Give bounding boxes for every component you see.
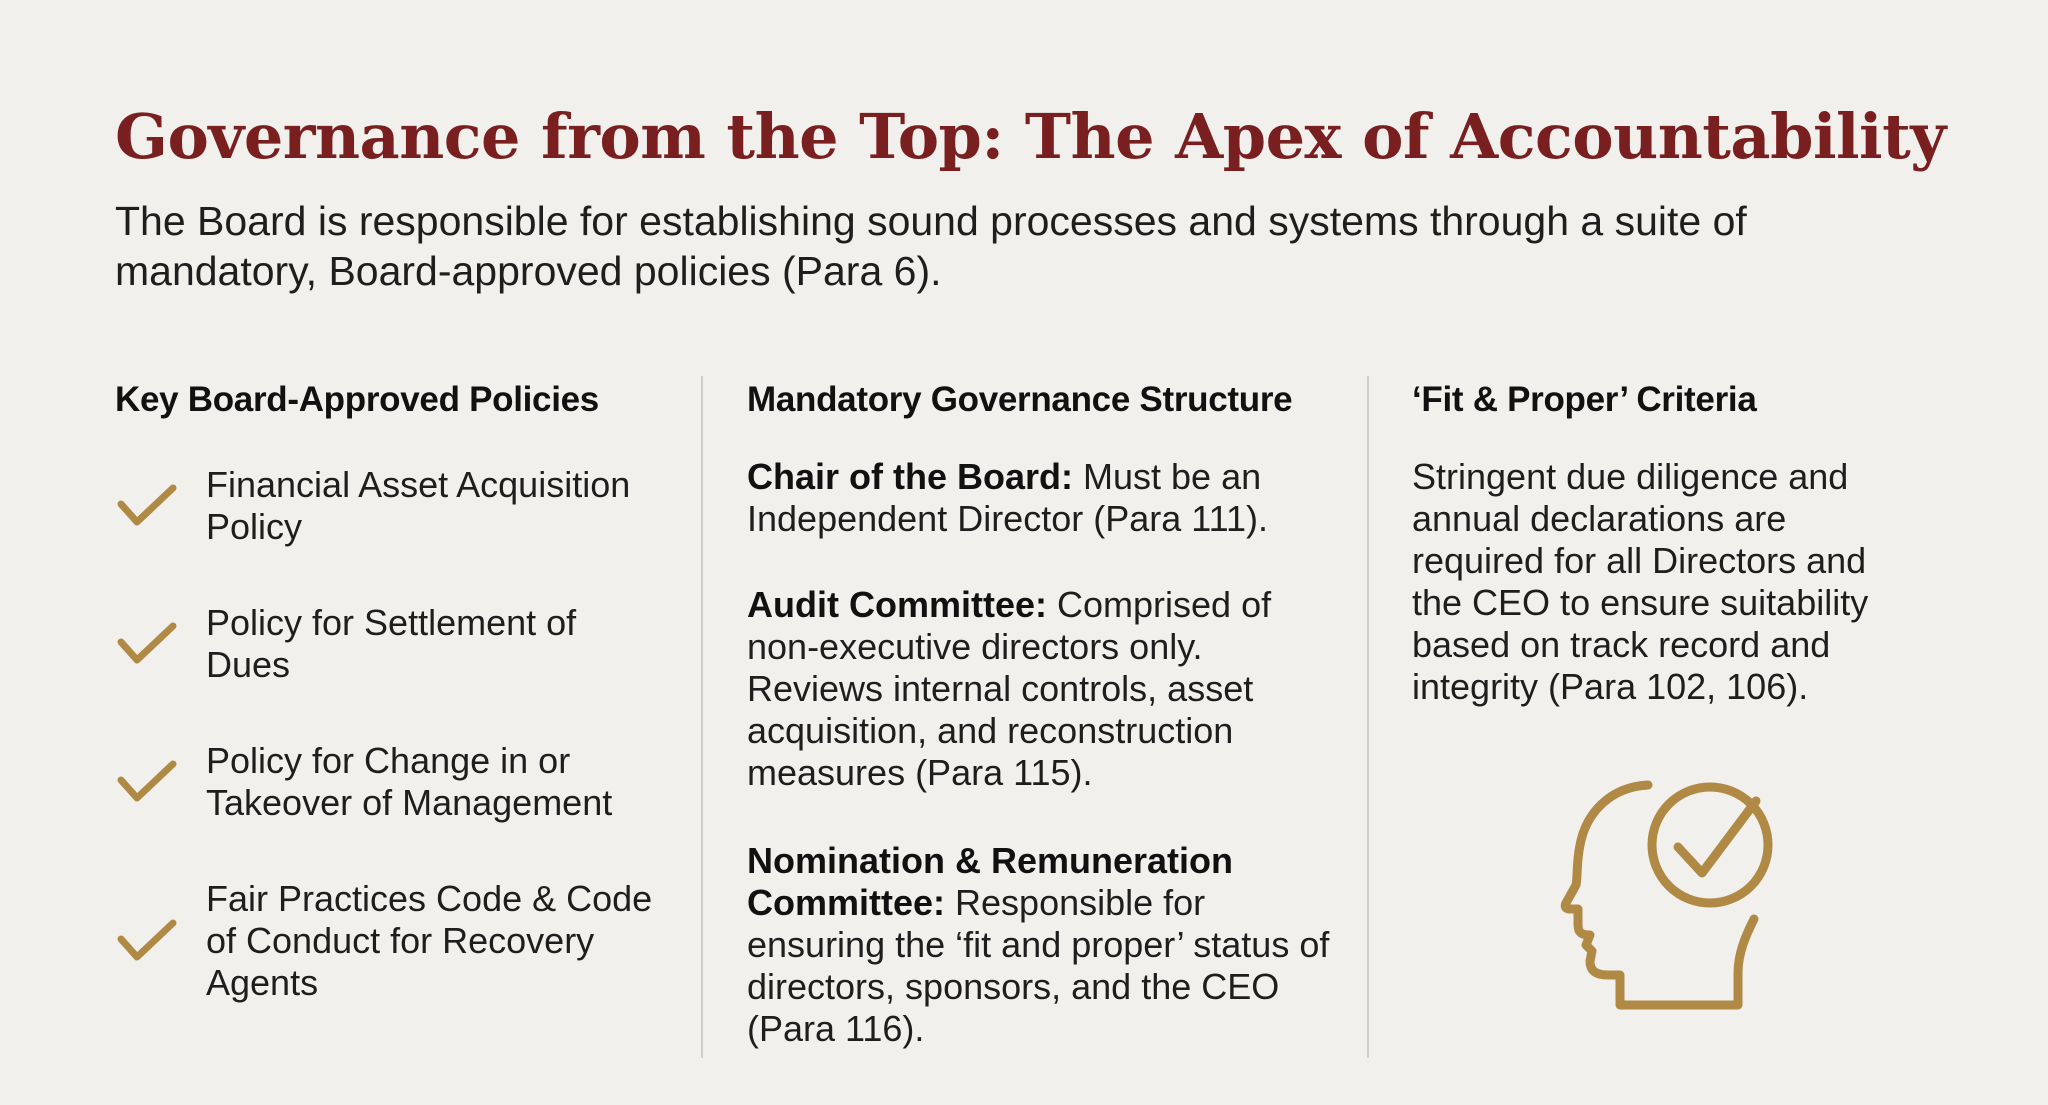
criteria-text: Stringent due diligence and annual declarations are required for all Directors and the CEO to ensure suitability based on track record and integrity (Para 102, 106). <box>1412 456 1869 707</box>
list-item <box>115 878 666 1004</box>
check-icon <box>115 480 181 532</box>
structure-term: Chair of the Board: <box>747 456 1074 497</box>
check-icon <box>115 915 181 967</box>
structure-heading: Mandatory Governance Structure <box>747 380 1293 419</box>
structure-term: Audit Committee: <box>747 584 1047 625</box>
criteria-heading: ‘Fit & Proper’ Criteria <box>1412 380 1757 419</box>
list-item <box>115 740 666 824</box>
policy-label: Policy for Change in or Takeover of Management <box>206 740 613 823</box>
column-divider <box>1367 376 1369 1058</box>
criteria-column <box>1412 378 1932 707</box>
page-subtitle: The Board is responsible for establishing sound processes and systems through a suite of mandatory, Board-approved policies (Para 6). <box>115 198 1747 294</box>
policy-label: Policy for Settlement of Dues <box>206 602 577 685</box>
structure-description: Comprised of non-executive directors only. Reviews internal controls, asset acquisition, and reconstruction measures (Para 115). <box>747 584 1272 793</box>
policy-label: Fair Practices Code & Code of Conduct for Recovery Agents <box>206 878 653 1003</box>
structure-column <box>747 378 1347 1049</box>
check-icon <box>115 756 181 808</box>
policy-label: Financial Asset Acquisition Policy <box>206 464 631 547</box>
list-item <box>115 464 666 548</box>
structure-item-nomination <box>747 840 1347 1050</box>
column-divider <box>701 376 703 1058</box>
policies-column <box>115 378 675 1003</box>
structure-item-audit <box>747 584 1347 794</box>
structure-item-chair <box>747 456 1347 540</box>
policies-heading: Key Board-Approved Policies <box>115 380 599 419</box>
head-check-icon <box>1560 775 1790 1015</box>
page-title: Governance from the Top: The Apex of Accountability <box>115 100 1946 173</box>
check-icon <box>115 618 181 670</box>
structure-description: Must be an Independent Director (Para 111). <box>747 456 1268 539</box>
structure-term: Nomination & Remuneration Committee: <box>747 840 1234 923</box>
list-item <box>115 602 666 686</box>
structure-description: Responsible for ensuring the ‘fit and proper’ status of directors, sponsors, and the CEO (Para 116). <box>747 882 1330 1049</box>
